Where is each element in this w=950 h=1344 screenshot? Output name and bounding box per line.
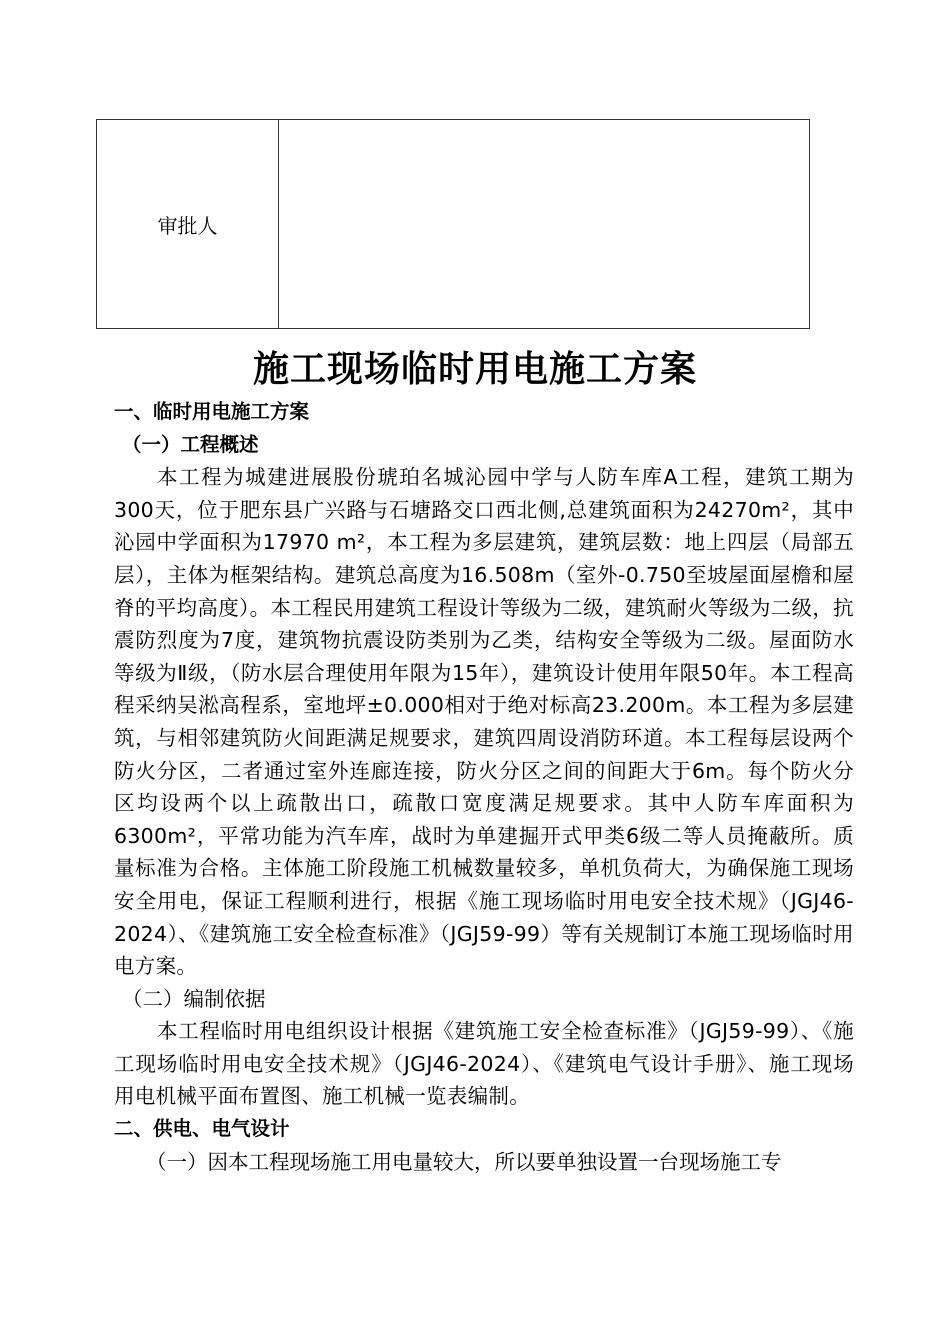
approver-label: 审批人 [97,120,279,329]
document-title: 施工现场临时用电施工方案 [252,349,697,390]
approver-value-cell [279,120,810,329]
approval-table [96,119,810,329]
approval-row [97,120,810,329]
section-1-2-heading: （二）编制依据 [122,986,266,1011]
section-2-heading: 二、供电、电气设计 [114,1117,290,1141]
project-overview-paragraph: 本工程为城建进展股份琥珀名城沁园中学与人防车库A工程，建筑工期为300天，位于肥东县广兴路与石塘路交口西北侧,总建筑面积为24270m²，其中沁园中学面积为17970 m²，本工程为多层建筑，建筑层数：地上四层（局部五层），主体为框架结构。建筑总高度为16.508m（室外-0.750至坡屋面屋檐和屋脊的平均高度）。本工程民用建筑工程设计等级为二级，建筑耐火等级为二级，抗震防烈度为7度，建筑物抗震设防类别为乙类，结构安全等级为二级。屋面防水等级为Ⅱ级，（防水层合理使用年限为15年），建筑设计使用年限50年。本工程高程采纳吴淞高程系，室地坪±0.000相对于绝对标高23.200m。本工程为多层建筑，与相邻建筑防火间距满足规要求，建筑四周设消防环道。本工程每层设两个防火分区，二者通过室外连廊连接，防火分区之间的间距大于6m。每个防火分区均设两个以上疏散出口，疏散口宽度满足规要求。其中人防车库面积为6300m²，平常功能为汽车库，战时为单建掘开式甲类6级二等人员掩蔽所。质量标准为合格。主体施工阶段施工机械数量较多，单机负荷大，为确保施工现场安全用电，保证工程顺利进行，根据《施工现场临时用电安全技术规》（JGJ46-2024）、《建筑施工安全检查标准》（JGJ59-99）等有关规制订本施工现场临时用电方案。 [114,465,854,979]
section-1-heading: 一、临时用电施工方案 [114,400,310,423]
basis-paragraph: 本工程临时用电组织设计根据《建筑施工安全检查标准》（JGJ59-99）、《施工现场临时用电安全技术规》（JGJ46-2024）、《建筑电气设计手册》、施工现场用电机械平面布置图、施工机械一览表编制。 [114,1019,854,1109]
document-body [114,396,854,1178]
section-1-1-heading: （一）工程概述 [122,432,259,456]
power-supply-paragraph: （一）因本工程现场施工用电量较大，所以要单独设置一台现场施工专 [146,1149,782,1174]
